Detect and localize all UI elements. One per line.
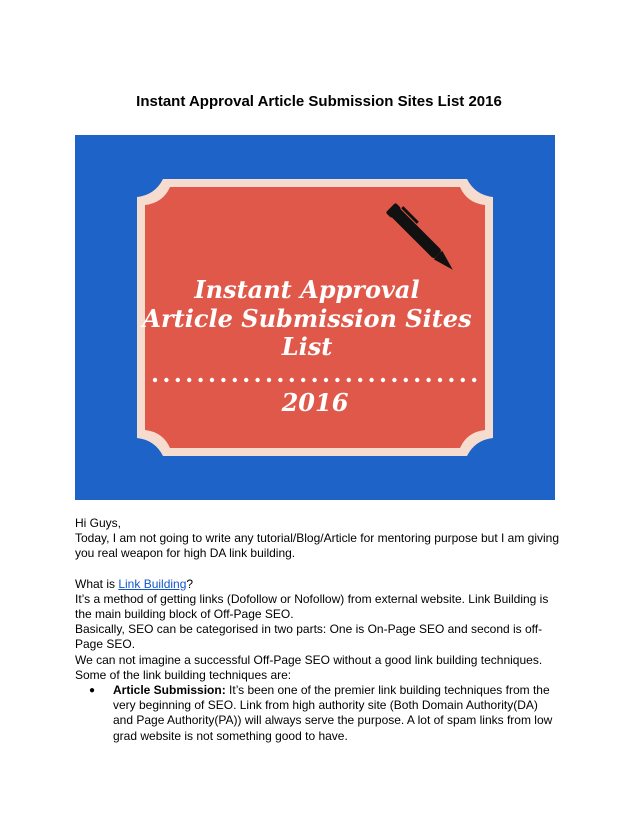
divider-dot (198, 378, 202, 382)
techniques-intro: Some of the link building techniques are: (75, 667, 292, 682)
divider-dot (426, 378, 430, 382)
bullet-text: It’s been one of the premier link building techniques from the very beginning of SEO. Link from high authority site (Both Domain Authority(DA) and Page Authority(PA)) will always serve the purpose. A lot of spam links from low grad website is not something good to have. (113, 683, 553, 743)
divider-dot (392, 378, 396, 382)
divider-dot (176, 378, 180, 382)
hero-year: 2016 (281, 388, 349, 417)
divider-dot (324, 378, 328, 382)
divider-dot (472, 378, 476, 382)
divider-dot (187, 378, 191, 382)
divider-dot (153, 378, 157, 382)
divider-dot (267, 378, 271, 382)
hero-image (75, 135, 555, 500)
divider-dot (461, 378, 465, 382)
techniques-list (75, 683, 560, 744)
imagine-paragraph: We can not imagine a successful Off-Page SEO without a good link building techniques. (75, 652, 543, 667)
divider-dot (358, 378, 362, 382)
divider-dot (438, 378, 442, 382)
intro-paragraph: Today, I am not going to write any tutorial/Blog/Article for mentoring purpose but I am giving you real weapon for high DA link building. (75, 531, 560, 561)
divider-dot (233, 378, 237, 382)
seo-parts-paragraph: Basically, SEO can be categorised in two parts: One is On-Page SEO and second is off-Page SEO. (75, 622, 543, 652)
divider-dot (369, 378, 373, 382)
divider-dot (255, 378, 259, 382)
divider-dot (415, 378, 419, 382)
divider-dot (301, 378, 305, 382)
hero-line-3: List (281, 332, 333, 361)
hero-line-1: Instant Approval (194, 275, 420, 304)
list-item (75, 683, 560, 744)
bullet-label: Article Submission: (113, 683, 226, 698)
divider-dot (335, 378, 339, 382)
divider-dot (290, 378, 294, 382)
divider-dot (210, 378, 214, 382)
greeting-text: Hi Guys, (75, 516, 122, 530)
divider-dot (312, 378, 316, 382)
hero-line-2: Article Submission Sites (142, 304, 472, 333)
link-building-link[interactable]: Link Building (118, 576, 187, 591)
divider-dot (404, 378, 408, 382)
divider-dot (164, 378, 168, 382)
bullet-marker: ● (89, 685, 96, 697)
body-content (75, 516, 560, 744)
question-line: What is Link Building? (75, 576, 194, 591)
definition-paragraph: It’s a method of getting links (Dofollow or Nofollow) from external website. Link Building is the main building block of Off-Page SEO. (75, 591, 549, 622)
divider-dot (278, 378, 282, 382)
divider-dot (449, 378, 453, 382)
page-title: Instant Approval Article Submission Sites List 2016 (136, 93, 502, 110)
divider-dot (347, 378, 351, 382)
divider-dot (244, 378, 248, 382)
divider-dot (221, 378, 225, 382)
dotted-divider (153, 378, 477, 382)
divider-dot (381, 378, 385, 382)
